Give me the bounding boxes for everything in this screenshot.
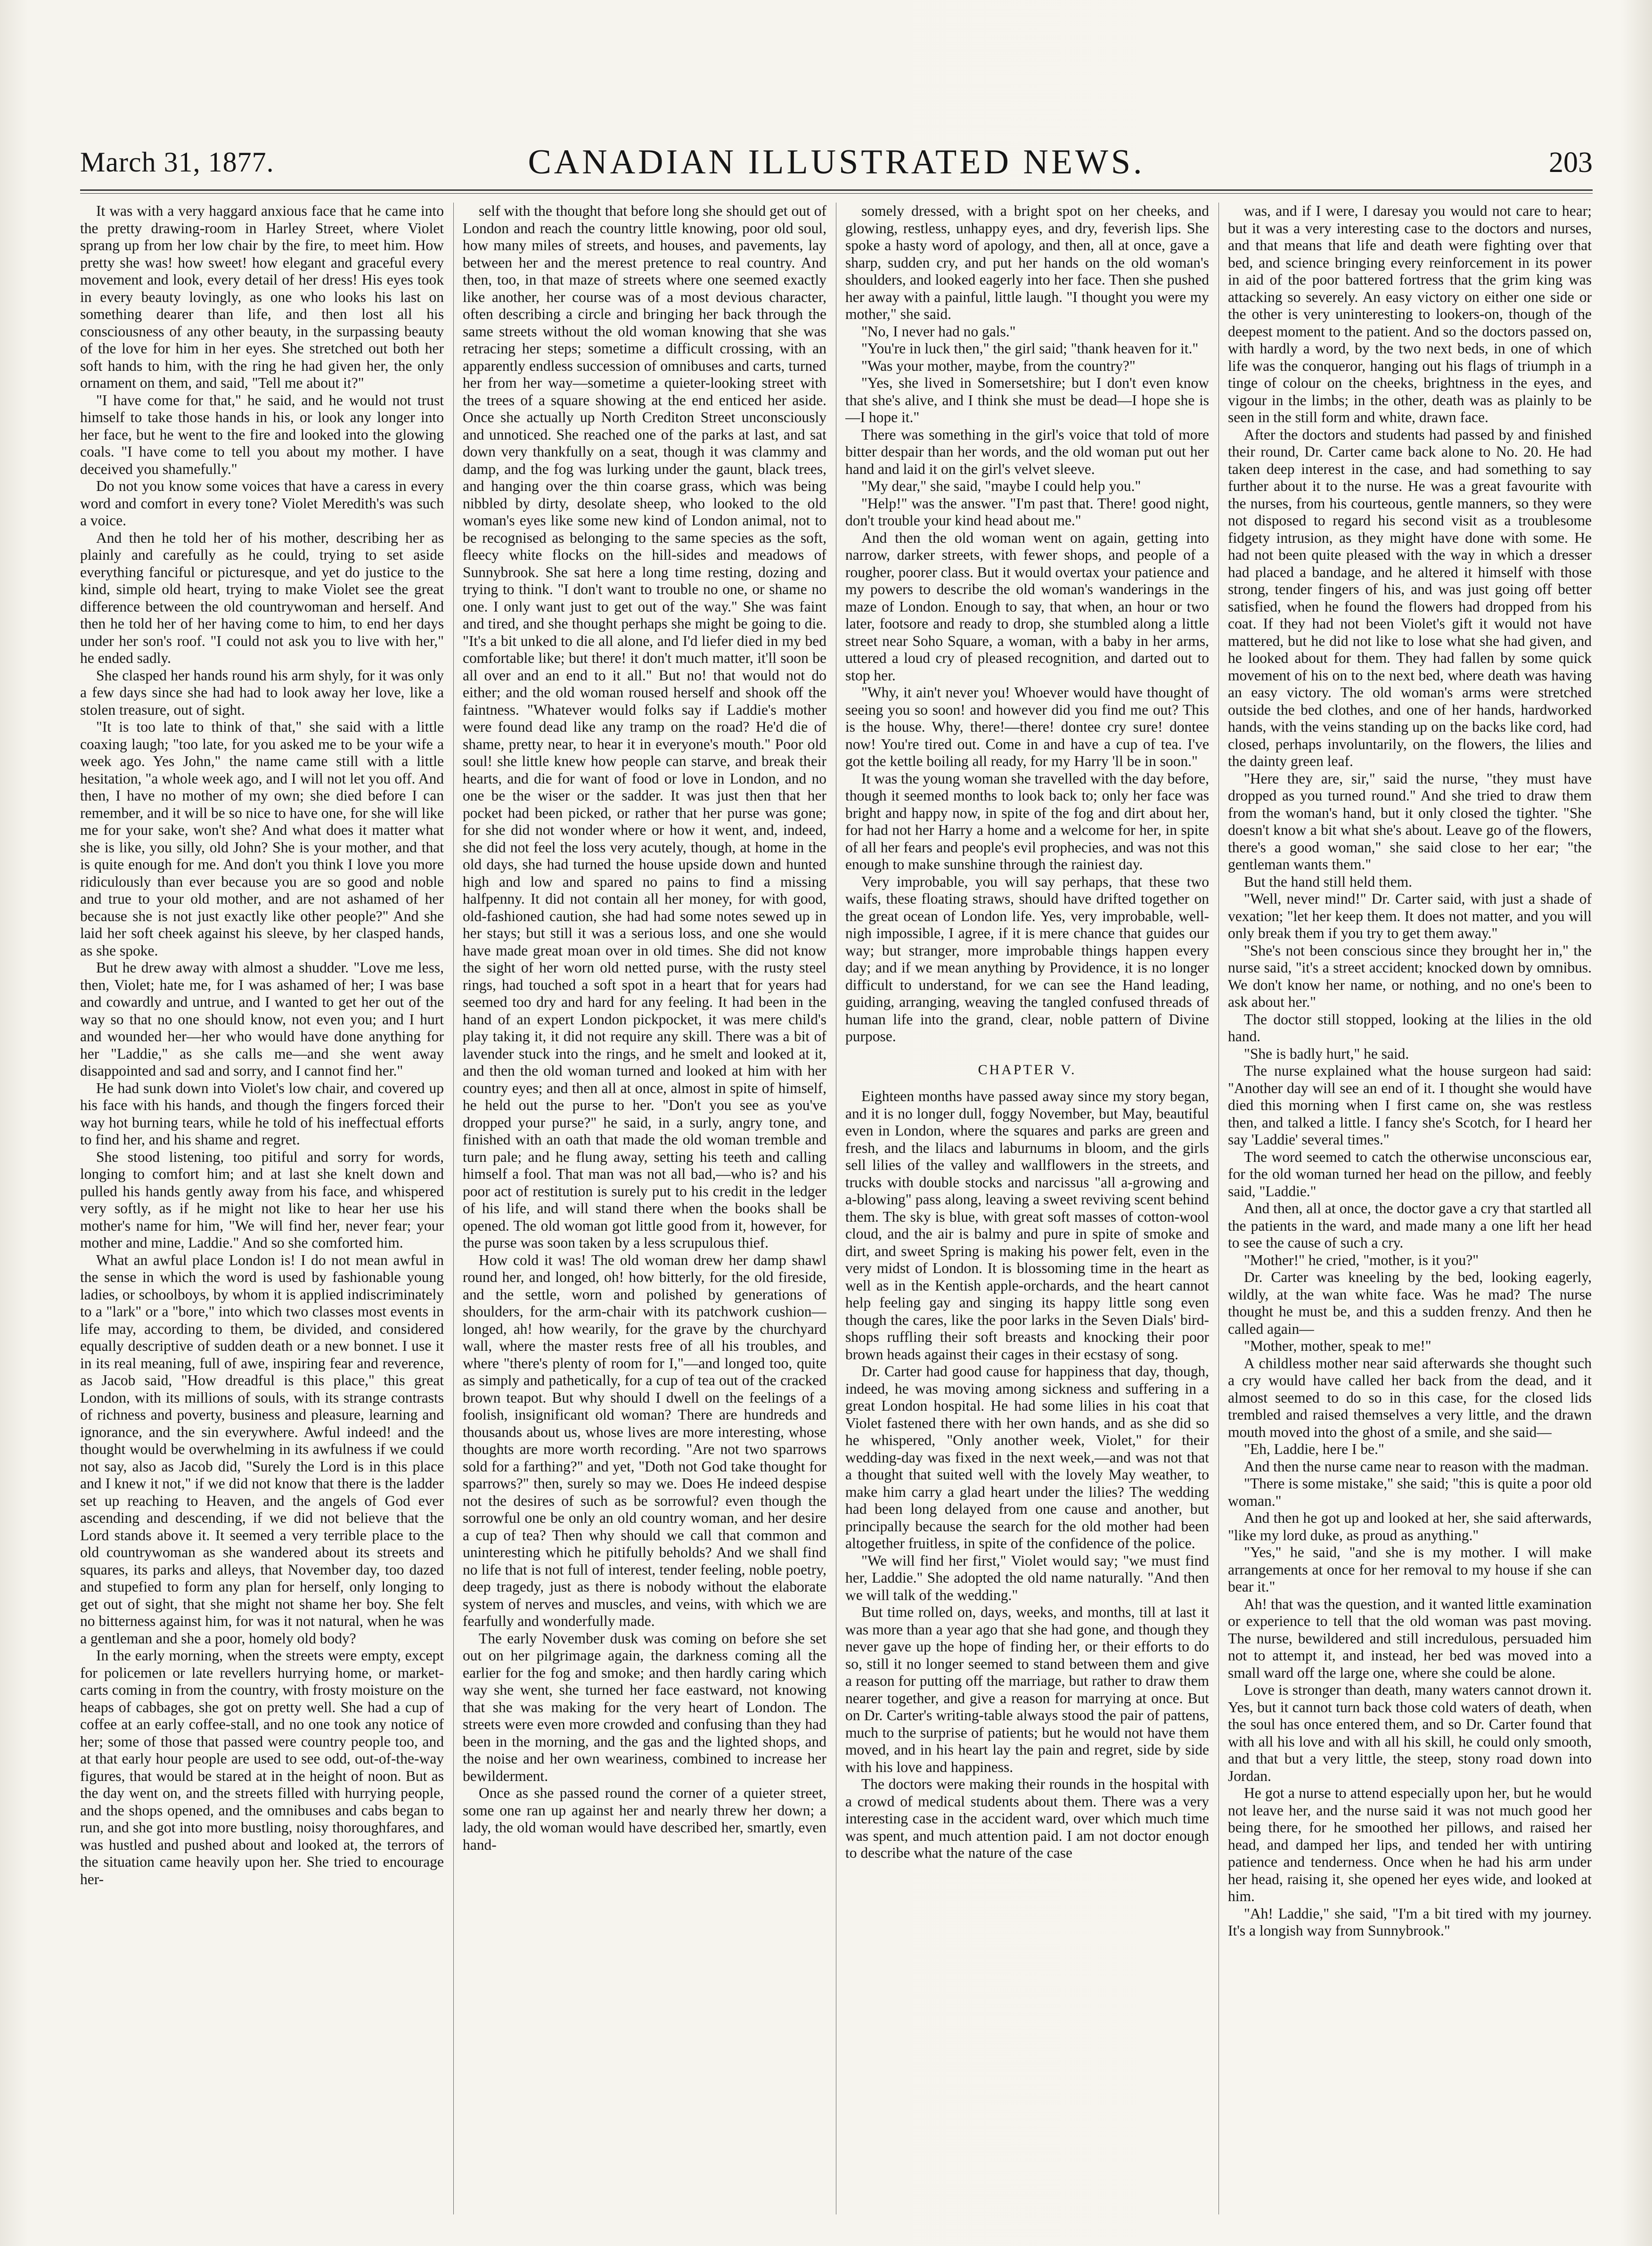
paragraph: But he drew away with almost a shudder. "Love me less, then, Violet; hate me, for I was ashamed of her; I was base and cowardly and untrue, and I wanted to get her out of the way so that no one should know, not even you; and I hurt and wounded her—her who would have done anything for her "Laddie," as she calls me—and she went away disappointed and sad and sorry, and I cannot find her." <box>80 959 444 1079</box>
publication-title: CANADIAN ILLUSTRATED NEWS. <box>528 143 1145 181</box>
paragraph: Dr. Carter had good cause for happiness that day, though, indeed, he was moving among sickness and suffering in a great London hospital. He had some lilies in his coat that Violet fastened there with her own hands, and as she did so he whispered, "Only another week, Violet," for their wedding-day was fixed in the next week,—and was not that a thought that suited well with the lovely May weather, to make him carry a glad heart under the lilies? The wedding had been long delayed from one cause and another, but principally because the search for the old mother had been altogether fruitless, in spite of the confidence of the police. <box>845 1363 1209 1552</box>
paragraph: He got a nurse to attend especially upon her, but he would not leave her, and the nurse said it was not much good her being there, for he smoothed her pillows, and raised her head, and damped her lips, and tended her with untiring patience and tenderness. Once when he had his arm under her head, raising it, she opened her eyes wide, and looked at him. <box>1228 1785 1592 1904</box>
paragraph: And then the old woman went on again, getting into narrow, darker streets, with fewer shops, and people of a rougher, poorer class. But it would overtax your patience and my powers to describe the old woman's wanderings in the maze of London. Enough to say, that when, an hour or two later, footsore and ready to drop, she stumbled along a little street near Soho Square, a woman, with a baby in her arms, uttered a loud cry of pleased recognition, and darted out to stop her. <box>845 529 1209 684</box>
paragraph: "Well, never mind!" Dr. Carter said, with just a shade of vexation; "let her keep them. It does not matter, and you will only break them if you try to get them away." <box>1228 890 1592 941</box>
paragraph: There was something in the girl's voice that told of more bitter despair than her words, and the old woman put out her hand and laid it on the girl's velvet sleeve. <box>845 426 1209 477</box>
paragraph: The doctors were making their rounds in the hospital with a crowd of medical students about them. There was a very interesting case in the accident ward, over which much time was spent, and much attention paid. I am not doctor enough to describe what the nature of the case <box>845 1776 1209 1861</box>
paragraph: "Here they are, sir," said the nurse, "they must have dropped as you turned round." And she tried to draw them from the woman's hand, but it only closed the tighter. "She doesn't know a bit what she's about. Leave go of the flowers, there's a good woman," she said close to her ear; "the gentleman wants them." <box>1228 770 1592 873</box>
paragraph: After the doctors and students had passed by and finished their round, Dr. Carter came back alone to No. 20. He had taken deep interest in the case, and had something to say further about it to the nurse. He was a great favourite with the nurses, from his courteous, gentle manners, so they were not disposed to regard his second visit as a troublesome fidgety intrusion, as they might have done with some. He had not been quite pleased with the way in which a dresser had placed a bandage, and he altered it himself with those strong, tender fingers of his, and was just going off better satisfied, when he found the flowers had dropped from his coat. If they had not been Violet's gift it would not have mattered, but he did not like to lose what she had given, and he looked about for them. They had fallen by some quick movement of his on to the next bed, where death was having an easy victory. The old woman's arms were stretched outside the bed clothes, and one of her hands, hardworked hands, with the veins standing up on the backs like cord, had closed, perhaps involuntarily, on the flowers, the lilies and the dainty green leaf. <box>1228 426 1592 769</box>
paragraph: The word seemed to catch the otherwise unconscious ear, for the old woman turned her head on the pillow, and feebly said, "Laddie." <box>1228 1148 1592 1200</box>
paragraph: What an awful place London is! I do not mean awful in the sense in which the word is used by fashionable young ladies, or schoolboys, by whom it is applied indiscriminately to a "lark" or a "bore," into which two classes most events in life may, according to them, be divided, and considered equally descriptive of sudden death or a new bonnet. I use it in its real meaning, full of awe, inspiring fear and reverence, as Jacob said, "How dreadful is this place," this great London, with its millions of souls, with its strange contrasts of richness and poverty, business and pleasure, learning and ignorance, and the sin everywhere. Awful indeed! and the thought would be overwhelming in its awfulness if we could not say, also as Jacob did, "Surely the Lord is in this place and I knew it not," if we did not know that there is the ladder set up reaching to Heaven, and the angels of God ever ascending and descending, if we did not believe that the Lord stands above it. It seemed a very terrible place to the old countrywoman as she wandered about its streets and squares, its parks and alleys, that November day, too dazed and stupefied to form any plan for herself, only longing to get out of sight, that she might not shame her boy. She felt no bitterness against him, for was it not natural, when he was a gentleman and she a poor, homely old body? <box>80 1251 444 1647</box>
paragraph: Eighteen months have passed away since my story began, and it is no longer dull, foggy November, but May, beautiful even in London, where the squares and parks are green and fresh, and the lilacs and laburnums in bloom, and the girls sell lilies of the valley and wallflowers in the streets, and trucks with double stocks and narcissus "all a-growing and a-blowing" pass along, leaving a sweet reviving scent behind them. The sky is blue, with great soft masses of cotton-wool cloud, and the air is balmy and pure in spite of smoke and dirt, and sweet Spring is making his power felt, even in the very midst of London. It is blossoming time in the heart as well as in the Kentish apple-orchards, and the heart cannot help feeling gay and singing its happy little song even though the cares, like the poor larks in the Seven Dials' bird-shops ruffling their soft breasts and knocking their poor brown heads against their cages in their ecstasy of song. <box>845 1088 1209 1363</box>
text-column-1 <box>80 203 444 2214</box>
paragraph: "Mother!" he cried, "mother, is it you?" <box>1244 1251 1479 1268</box>
page-number: 203 <box>1549 147 1593 179</box>
paragraph: "I have come for that," he said, and he would not trust himself to take those hands in his, or look any longer into her face, but he went to the fire and looked into the glowing coals. "I have come to tell you about my mother. I have deceived you shamefully." <box>80 392 444 477</box>
paragraph: somely dressed, with a bright spot on her cheeks, and glowing, restless, unhappy eyes, and dry, feverish lips. She spoke a hasty word of apology, and then, all at once, gave a sharp, sudden cry, and put her hands on the old woman's shoulders, and looked eagerly into her face. Then she pushed her away with a painful, little laugh. "I thought you were my mother," she said. <box>845 203 1209 322</box>
paragraph: Once as she passed round the corner of a quieter street, some one ran up against her and nearly threw her down; a lady, the old woman would have described her, smartly, even hand- <box>463 1785 826 1853</box>
paragraph: She stood listening, too pitiful and sorry for words, longing to comfort him; and at last she knelt down and pulled his hands gently away from his face, and whispered very softly, as if he might not like to hear her use his mother's name for him, "We will find her, never fear; your mother and mine, Laddie." And so she comforted him. <box>80 1148 444 1251</box>
paragraph: self with the thought that before long she should get out of London and reach the country little knowing, poor old soul, how many miles of streets, and houses, and pavements, lay between her and the merest pretence to real country. And then, too, in that maze of streets where one seemed exactly like another, her course was of a most devious character, often describing a circle and bringing her back through the same streets without the old woman knowing that she was retracing her steps; sometime a difficult crossing, with an apparently endless succession of omnibuses and carts, turned her from her way—sometime a quieter-looking street with the trees of a square showing at the end enticed her aside. Once she actually up North Crediton Street unconsciously and unnoticed. She reached one of the parks at last, and sat down very thankfully on a seat, though it was clammy and damp, and the fog was lurking under the gaunt, black trees, and hanging over the thin coarse grass, which was being nibbled by dirty, desolate sheep, who looked to the old woman's eyes like some new kind of London animal, not to be recognised as belonging to the same species as the soft, fleecy white flocks on the hill-sides and meadows of Sunnybrook. She sat here a long time resting, dozing and trying to think. "I don't want to trouble no one, or shame no one. I only want just to get out of the way." She was faint and tired, and she thought perhaps she might be going to die. "It's a bit unked to die all alone, and I'd liefer died in my bed comfortable like; but there! it don't much matter, it'll soon be all over and an end to it all." But no! that would not do either; and the old woman roused herself and shook off the faintness. "Whatever would folks say if Laddie's mother were found dead like any tramp on the road? He'd die of shame, pretty near, to hear it in everyone's mouth." Poor old soul! she little knew how people can starve, and break their hearts, and die for want of food or love in London, and no one be the wiser or the sadder. It was just then that her pocket had been picked, or rather that her purse was gone; for she did not wonder where or how it went, and, indeed, she did not feel the loss very acutely, though, at home in the old days, she had turned the house upside down and hunted high and low and spared no pains to find a missing halfpenny. It did not contain all her money, for with good, old-fashioned caution, she had had some notes sewed up in her stays; but still it was a serious loss, and one she would have made great moan over in old times. She did not know the sight of her worn old netted purse, with the rusty steel rings, had touched a soft spot in a heart that for years had seemed too dry and hard for any feeling. It had been in the hand of an expert London pickpocket, it was mere child's play taking it, it did not require any skill. There was a bit of lavender stuck into the rings, and he smelt and looked at it, and then the old woman turned and looked at him with her country eyes; and then all at once, almost in spite of himself, he held out the purse to her. "Don't you see as you've dropped your purse?" he said, in a surly, angry tone, and finished with an oath that made the old woman tremble and turn pale; and he flung away, setting his teeth and calling himself a fool. That man was not all bad,—who is? and his poor act of restitution is surely put to his credit in the ledger of his life, and will stand there when the books shall be opened. The old woman got little good from it, however, for the purse was soon taken by a less scrupulous thief. <box>463 203 826 1251</box>
paragraph: How cold it was! The old woman drew her damp shawl round her, and longed, oh! how bitterly, for the old fireside, and the settle, worn and polished by generations of shoulders, for the arm-chair with its patchwork cushion—longed, ah! how wearily, for the grave by the churchyard wall, where the master rests free of all his troubles, and where "there's plenty of room for I,"—and longed too, quite as simply and pathetically, for a cup of tea out of the cracked brown teapot. But why should I dwell on the feelings of a foolish, insignificant old woman? There are hundreds and thousands about us, whose lives are more interesting, whose thoughts are more worth recording. "Are not two sparrows sold for a farthing?" and yet, "Doth not God take thought for sparrows?" then, surely so may we. Does He indeed despise not the desires of such as be sorrowful? even though the sorrowful one be only an old country woman, and her desire a cup of tea? Then why should we call that common and uninteresting which he pitifully beholds? And we shall find no life that is not full of interest, tender feeling, noble poetry, deep tragedy, just as there is nobody without the elaborate system of nerves and muscles, and veins, with which we are fearfully and wonderfully made. <box>463 1251 826 1629</box>
paragraph: "Yes," he said, "and she is my mother. I will make arrangements at once for her removal to my house if she can bear it." <box>1228 1544 1592 1595</box>
paragraph: "Ah! Laddie," she said, "I'm a bit tired with my journey. It's a longish way from Sunnybrook." <box>1228 1905 1592 1939</box>
paragraph: And then he got up and looked at her, she said afterwards, "like my lord duke, as proud as anything." <box>1228 1510 1592 1544</box>
paragraph: And then the nurse came near to reason with the madman. <box>1244 1458 1589 1475</box>
paragraph: "It is too late to think of that," she said with a little coaxing laugh; "too late, for you asked me to be your wife a week ago. Yes John," the name came still with a little hesitation, "a whole week ago, and I will not let you off. And then, I have no mother of my own; she died before I can remember, and it will be so nice to have one, for she will like me for your sake, won't she? And what does it matter what she is like, you silly, old John? She is your mother, and that is quite enough for me. And don't you think I love you more ridiculously than ever because you are so good and noble and true to your old mother, and are not ashamed of her because she is not just exactly like other people?" And she laid her soft cheek against his sleeve, by her clasped hands, as she spoke. <box>80 719 444 959</box>
masthead <box>80 137 1593 188</box>
paragraph: "Was your mother, maybe, from the country?" <box>861 357 1136 374</box>
paragraph: "No, I never had no gals." <box>861 323 1016 340</box>
paragraph: She clasped her hands round his arm shyly, for it was only a few days since she had had to look away her love, like a stolen treasure, out of sight. <box>80 667 444 718</box>
paragraph: "We will find her first," Violet would say; "we must find her, Laddie." She adopted the old name naturally. "And then we will talk of the wedding." <box>845 1552 1209 1603</box>
paragraph: But time rolled on, days, weeks, and months, till at last it was more than a year ago that she had gone, and though they never gave up the hope of finding her, or their efforts to do so, still it no longer seemed to stand between them and give a reason for putting off the marriage, but rather to draw them nearer together, and give a reason for marrying at once. But on Dr. Carter's writing-table always stood the pair of pattens, much to the surprise of patients; but he would not have them moved, and in his heart lay the pain and regret, side by side with his love and happiness. <box>845 1604 1209 1775</box>
paragraph: It was the young woman she travelled with the day before, though it seemed months to look back to; only her face was bright and happy now, in spite of the fog and dirt about her, for had not her Harry a home and a welcome for her, in spite of all her fears and people's evil prophecies, and was not this enough to make sunshine through the rainiest day. <box>845 770 1209 873</box>
paragraph: Dr. Carter was kneeling by the bed, looking eagerly, wildly, at the wan white face. Was he mad? The nurse thought he must be, and this a sudden frenzy. And then he called again— <box>1228 1269 1592 1337</box>
paragraph: "She's not been conscious since they brought her in," the nurse said, "it's a street accident; knocked down by omnibus. We don't know her name, or nothing, and no one's been to ask about her." <box>1228 942 1592 1010</box>
text-column-2 <box>463 203 826 2214</box>
paragraph: "Yes, she lived in Somersetshire; but I don't even know that she's alive, and I think she must be dead—I hope she is—I hope it." <box>845 375 1209 425</box>
issue-date: March 31, 1877. <box>80 147 274 178</box>
paragraph: It was with a very haggard anxious face that he came into the pretty drawing-room in Harley Street, where Violet sprang up from her low chair by the fire, to meet him. How pretty she was! how sweet! how elegant and graceful every movement and look, every detail of her dress! His eyes took in every beauty lovingly, as one who looks his last on something dearer than life, and then lost all his consciousness of any other beauty, in the surpassing beauty of the love for him in her eyes. She stretched out both her soft hands to him, with the ring he had given her, the only ornament on them, and said, "Tell me about it?" <box>80 203 444 391</box>
paragraph: "My dear," she said, "maybe I could help you." <box>861 478 1141 494</box>
paragraph: "Why, it ain't never you! Whoever would have thought of seeing you so soon! and however did you find me out? This is the house. Why, there!—there! dontee cry sure! dontee now! You're tired out. Come in and have a cup of tea. I've got the kettle boiling all ready, for my Harry 'll be in soon." <box>845 684 1209 769</box>
paragraph: The doctor still stopped, looking at the lilies in the old hand. <box>1228 1011 1592 1045</box>
paragraph: Ah! that was the question, and it wanted little examination or experience to tell that the old woman was past moving. The nurse, bewildered and still incredulous, persuaded him not to attempt it, and instead, her bed was moved into a small ward off the large one, where she could be alone. <box>1228 1595 1592 1681</box>
paragraph: Love is stronger than death, many waters cannot drown it. Yes, but it cannot turn back those cold waters of death, when the soul has once entered them, and so Dr. Carter found that with all his love and with all his skill, he could only smooth, and that but a very little, the steep, stony road down into Jordan. <box>1228 1682 1592 1784</box>
paragraph: The nurse explained what the house surgeon had said: "Another day will see an end of it. I thought she would have died this morning when I first came on, she was restless then, and talked a little. I fancy she's Scotch, for I heard her say 'Laddie' several times." <box>1228 1062 1592 1148</box>
paragraph: "Eh, Laddie, here I be." <box>1244 1441 1384 1457</box>
paragraph: In the early morning, when the streets were empty, except for policemen or late revellers hurrying home, or market-carts coming in from the country, with frosty moisture on the heaps of cabbages, she got on pretty well. She had a cup of coffee at an early coffee-stall, and no one took any notice of her; some of those that passed were country people too, and at that early hour people are used to see odd, out-of-the-way figures, that would be stared at in the height of noon. But as the day went on, and the streets filled with hurrying people, and the shops opened, and the omnibuses and cabs began to run, and she got into more bustling, noisy thoroughfares, and was hustled and pushed about and looked at, the terrors of the situation came heavily upon her. She tried to encourage her- <box>80 1647 444 1887</box>
paragraph: And then he told her of his mother, describing her as plainly and carefully as he could, trying to set aside everything fanciful or picturesque, and yet do justice to the kind, simple old heart, trying to make Violet see the great difference between the old countrywoman and herself. And then he told her of her having come to him, to end her days under her son's roof. "I could not ask you to live with her," he ended sadly. <box>80 529 444 666</box>
text-column-3 <box>845 203 1209 2214</box>
chapter-heading: CHAPTER V. <box>978 1062 1077 1078</box>
paragraph: A childless mother near said afterwards she thought such a cry would have called her back from the dead, and it almost seemed to do so in this case, for the closed lids trembled and raised themselves a very little, and the drawn mouth moved into the ghost of a smile, and she said— <box>1228 1355 1592 1440</box>
paragraph: was, and if I were, I daresay you would not care to hear; but it was a very interesting case to the doctors and nurses, and that means that life and death were fighting over that bed, and science bringing every reinforcement in its power in aid of the poor battered fortress that the grim king was attacking so severely. An easy victory on either one side or the other is very uninteresting to lookers-on, though of the deepest moment to the patient. And so the doctors passed on, with hardly a word, by the two next beds, in one of which life was the conqueror, hanging out his flags of triumph in a tinge of colour on the cheeks, brightness in the eyes, and vigour in the limbs; in the other, death was as plainly to be seen in the still form and white, drawn face. <box>1228 203 1592 425</box>
text-column-4 <box>1228 203 1592 2214</box>
paragraph: And then, all at once, the doctor gave a cry that startled all the patients in the ward, and made many a one lift her head to see the cause of such a cry. <box>1228 1200 1592 1251</box>
masthead-rule <box>80 189 1593 191</box>
paragraph: "Help!" was the answer. "I'm past that. There! good night, don't trouble your kind head about me." <box>845 495 1209 529</box>
paragraph: But the hand still held them. <box>1244 873 1412 890</box>
paragraph: "Mother, mother, speak to me!" <box>1244 1338 1431 1354</box>
paragraph: He had sunk down into Violet's low chair, and covered up his face with his hands, and though the fingers forced their way hot burning tears, while he told of his ineffectual efforts to find her, and his shame and regret. <box>80 1079 444 1148</box>
column-divider <box>453 203 454 2214</box>
paragraph: "She is badly hurt," he said. <box>1244 1045 1409 1062</box>
paragraph: Do not you know some voices that have a caress in every word and comfort in every tone? Violet Meredith's was such a voice. <box>80 478 444 529</box>
masthead-rule-thin <box>80 193 1593 194</box>
paragraph: "There is some mistake," she said; "this is quite a poor old woman." <box>1228 1475 1592 1509</box>
paragraph: Very improbable, you will say perhaps, that these two waifs, these floating straws, should have drifted together on the great ocean of London life. Yes, very improbable, well-nigh impossible, I agree, if it is mere chance that guides our way; but stranger, more improbable things happen every day; and if we mean anything by Providence, it is no longer difficult to understand, for we can see the Hand leading, guiding, arranging, weaving the tangled confused threads of human life into the grand, clear, noble pattern of Divine purpose. <box>845 873 1209 1045</box>
paragraph: The early November dusk was coming on before she set out on her pilgrimage again, the darkness coming all the earlier for the fog and smoke; and then hardly caring which way she went, she turned her face eastward, not knowing that she was making for the very heart of London. The streets were even more crowded and confusing than they had been in the morning, and the gas and the lighted shops, and the noise and her own weariness, combined to increase her bewilderment. <box>463 1630 826 1784</box>
paragraph: "You're in luck then," the girl said; "thank heaven for it." <box>861 340 1199 357</box>
